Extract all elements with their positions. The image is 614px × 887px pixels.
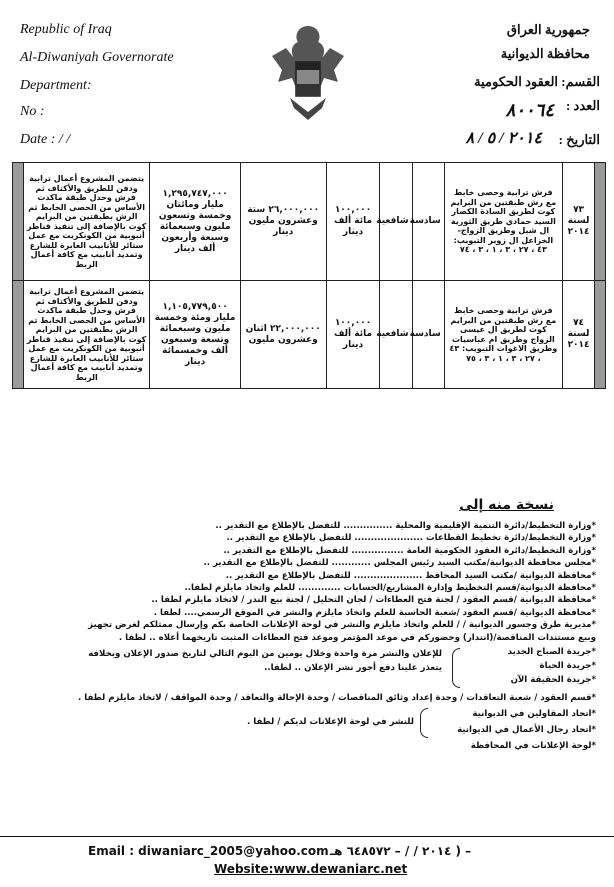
header-governorate-en: Al-Diwaniyah Governorate [20, 50, 174, 65]
row-shade-right [595, 163, 606, 281]
cell-fee: ١٠٠,٠٠٠ مائة ألف دينار [326, 163, 380, 281]
union-note: للنشر في لوحة الإعلانات لديكم / لطفا . [246, 717, 414, 727]
cell-budget: ١,١٠٥,٧٧٩,٥٠٠ مليار ومئة وخمسة مليون وسبعمائة وتسعة وسبعون ألف وخمسمائة دينار [150, 281, 240, 389]
cell-notes: يتضمن المشروع أعمال ترابية ودفن للطريق والأكتاف ثم فرش وحدل طبقة ماكدت الأساس من الحصى الخابط ثم الرش بطبقتين من البرايم كوت بالإضافة إلى تنفيذ قناطر أنبوبية من الكونكريت مع عمل ستائر للأنابيب العابرة للشارع وتمديد أنابيب مع كافة أعمال الربط [23, 281, 150, 389]
copy-item: *اتحاد المقاولين في الديوانية [472, 709, 596, 719]
cell-fee: ١٠٠,٠٠٠ مائة ألف دينار [326, 281, 380, 389]
footer-email: Email : diwaniarc_2005@yahoo.com [88, 844, 329, 858]
header-number-label: العدد : [565, 98, 600, 113]
copy-item: *وزارة التخطيط/دائرة التنمية الإقليمية والمحلية ............... للتفضل بالإطلاع مع التقدير .. [215, 521, 596, 531]
newspaper-brace [452, 648, 460, 688]
cell-notes: يتضمن المشروع أعمال ترابية ودفن للطريق والأكتاف ثم فرش وحدل طبقة ماكدت الأساس من الحصى الخابط ثم الرش بطبقتين من البرايم كوت بالإضافة إلى تنفيذ قناطر أنبوبية من الكونكريت مع عمل ستائر للأنابيب العابرة للشارع وتمديد أنابيب مع كافة أعمال الربط [23, 163, 150, 281]
cell-cost: ٢٦,٠٠٠,٠٠٠ ستة وعشرون مليون دينار [240, 163, 326, 281]
cell-project: فرش ترابية وحصى خابط مع رش طبقتين من البرايم كوت لطريق ال عيسى الزواج وطريق ام عباسيات وطريق الاغوات التبويب: ٤٣ ، ٢٧ ، ٣ ، ١ ، ٣ ، ٧٥ [444, 281, 562, 389]
copy-item: وبيع مستندات المناقصة/(انتدار) وحضوركم في موعد المؤتمر وموعد فتح العطاءات المثبت تاريخهما أعلاه .. لطفا . [118, 632, 596, 643]
table-row [13, 163, 606, 281]
copy-item: *مديرية طرق وجسور الديوانية / / للعلم واتخاذ مايلزم والنشر في لوحة الإعلانات الخاصة بكم وإرسال ممثلكم لغرض تجهيز [88, 620, 596, 631]
cell-bid-type: شافعية [380, 281, 412, 389]
newspaper-item: *جريدة الحقيقة الآن [510, 675, 596, 685]
cell-seq: ٧٤ لسنة ٢٠١٤ [562, 281, 594, 389]
copy-item: *وزارة التخطيط/دائرة تخطيط القطاعات ..................... للتفضل بالإطلاع مع التقدير .. [226, 533, 596, 544]
header-governorate-ar: محافظة الديوانية [500, 46, 590, 61]
footer-website: Website:www.dewaniarc.net [214, 862, 408, 876]
iraq-eagle-emblem [268, 18, 348, 138]
header-date-value: ٢٠١٤ / ٥ / ٨ [465, 130, 542, 147]
copy-item: *محافظة الديوانية /مكتب السيد المحافظ ..................... للتفضل بالإطلاع مع التقدير .. [225, 570, 596, 581]
cell-project: فرش ترابية وحصى خابط مع رش طبقتين من البرايم كوت لطريق السادة الكصار السيد حمادي طريق الثورية ال شبل وطريق الزواج-الخزاعل ال زوير التبويب: ٤٣ ، ٢٧ ، ٣ ، ١ ، ٣ ، ٧٤ [444, 163, 562, 281]
row-shade-left [13, 281, 24, 389]
newspaper-item: *جريدة الحياة [539, 661, 596, 671]
row-shade-left [13, 163, 24, 281]
union-brace [420, 708, 428, 738]
cell-budget: ١,٢٩٥,٧٤٧,٠٠٠ مليار ومائتان وخمسة وتسعون مليون وسبعمائة وسبعة وأربعون ألف دينار [150, 163, 240, 281]
newspaper-note: يتعذر علينا دفع أجور نشر الإعلان .. لطفا.. [264, 663, 442, 673]
copy-to-title: نسخة منه إلى [459, 497, 554, 513]
cell-class: سادسة [412, 163, 444, 281]
tenders-table [12, 162, 606, 389]
copy-item: *محافظة الديوانية/قسم التخطيط وإدارة المشاريع/الحسابات ............. للعلم واتخاذ مايلزم لطفا.. [184, 583, 596, 594]
header-department-en: Department: [20, 78, 92, 93]
copy-item: *قسم العقود / شعبة التعاقدات / وحدة إعداد وثائق المناقصات / وحدة الإحالة والتعاقد / وحدة المواقف / لاتخاذ مايلزم لطفا . [77, 693, 596, 703]
row-shade-right [595, 281, 606, 389]
footer-top-line [0, 836, 614, 837]
table-row [13, 281, 606, 389]
header-no-en: No : [20, 104, 45, 119]
newspaper-note: للإعلان والنشر مرة واحدة وخلال يومين من اليوم التالي لتاريخ صدور الإعلان وبخلافه [88, 649, 442, 659]
copy-item: *اتحاد رجال الأعمال في الديوانية [457, 725, 596, 735]
newspaper-item: *جريدة الصباح الجديد [507, 647, 596, 657]
copy-item: *مجلس محافظة الديوانية/مكتب السيد رئيس المجلس ............ للتفضل بالإطلاع مع التقدير .. [203, 558, 596, 569]
cell-seq: ٧٣ لسنة ٢٠١٤ [562, 163, 594, 281]
cell-bid-type: شافعية [380, 163, 412, 281]
header-country-ar: جمهورية العراق [506, 22, 590, 37]
cell-class: سادسة [412, 281, 444, 389]
header-date-en: Date : / / [20, 132, 71, 147]
copy-item: *لوحة الإعلانات في المحافظة [470, 741, 596, 751]
copy-item: *وزارة التخطيط/دائرة العقود الحكومية العامة ................ للتفضل بالإطلاع مع التقدير .. [223, 545, 596, 556]
copy-to-list [88, 520, 596, 644]
header-date-label: التاريخ : [558, 132, 600, 147]
copy-item: *محافظة الديوانية /قسم العقود / لجنة فتح العطاءات / لجان التحليل / لجنة بيع الندر / لاتخاذ مايلزم لطفا .. [151, 595, 596, 606]
header-country-en: Republic of Iraq [20, 22, 112, 37]
header-department-ar: القسم: العقود الحكومية [474, 74, 600, 89]
header-number-value: ٨٠٠٦٤ [505, 100, 554, 120]
copy-item: *محافظة الديوانية /قسم العقود /شعبة الحاسبة للعلم واتخاذ مايلزم والنشر في الموقع الرسمي.... لطفا . [153, 607, 596, 618]
cell-cost: ٢٢,٠٠٠,٠٠٠ اثنان وعشرون مليون [240, 281, 326, 389]
footer-phone: – ( ٢٠١٤ / / – ٦٤٨٥٧٢ هـ [330, 844, 472, 858]
